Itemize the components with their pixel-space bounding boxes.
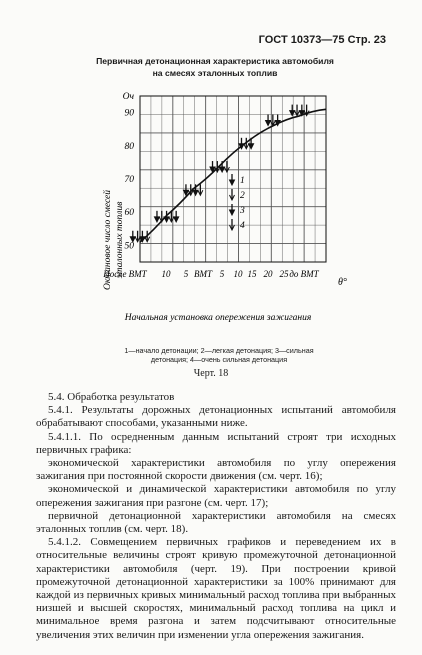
x-tick-label: 5 [219, 269, 225, 279]
x-unit-label: θ° [338, 277, 347, 288]
x-tick-label: 5 [183, 269, 189, 279]
arrow-head [266, 121, 271, 126]
arrow-head [164, 217, 169, 222]
x-axis-label: Начальная установка опережения зажигания [124, 313, 312, 323]
x-tick-label: 10 [161, 269, 171, 279]
symbol-legend [230, 174, 246, 231]
x-tick-label: 20 [263, 269, 273, 279]
x-tick-labels [102, 269, 319, 279]
arrow-head [154, 217, 159, 222]
figure-legend [60, 346, 378, 364]
arrow-head [230, 210, 235, 215]
y-tick-label: 80 [124, 141, 134, 152]
y-tick-label: 90 [124, 108, 134, 119]
legend-number: 4 [240, 221, 245, 231]
y-axis-label-line2: эталонных топлив [115, 201, 125, 279]
figure-title-line1: Первичная детонационная характеристика автомобиля [96, 56, 334, 66]
detonation-curve [140, 109, 326, 242]
figure-title-line2: на смесях эталонных топлив [152, 68, 278, 78]
x-tick-label: 15 [247, 269, 257, 279]
chart-frame [140, 96, 326, 262]
arrow-head [230, 180, 235, 185]
legend-number: 2 [240, 191, 245, 201]
chart-grid [140, 96, 326, 262]
paragraph: 5.4.1. Результаты дорожных детонационных испытаний автомобиля обрабатывают способами, указанными ниже. [36, 404, 396, 430]
arrow-head [193, 190, 198, 195]
legend-number: 3 [240, 206, 245, 216]
y-tick-label: 60 [124, 208, 134, 219]
paragraph: экономической и динамической характеристики автомобиля по углу опережения зажигания при разгоне (см. черт. 17); [36, 483, 396, 509]
figure-caption: Черт. 18 [193, 368, 229, 379]
legend-line2: детонация; 4—очень сильная детонация [150, 355, 288, 364]
arrow-head [290, 111, 295, 116]
body-text [36, 391, 396, 642]
paragraph: 5.4.1.1. По осредненным данным испытаний строят три исходных первичных графика: [36, 430, 396, 456]
paragraph: первичной детонационной характеристики автомобиля на смесях эталонных топлив (см. черт. 18). [36, 509, 396, 536]
legend-number: 1 [240, 176, 245, 186]
arrow-head [174, 217, 179, 222]
paragraph: 5.4.1.2. Совмещением первичных графиков и переведением их в относительные величины строят кривую промежуточной детонационной характеристики автомобиля (черт. 19). При построении кривой промежуточной детонационной характеристики за 100% принимают для каждой из первичных кривых минимальный расход топлива при выбранных низшей и высшей скоростях, минимальный расход топлива на цикл и минимальное время разгона и затем подсчитывают относительные увеличения этих величин при изменении угла опережения зажигания. [36, 536, 396, 641]
x-tick-label: до ВМТ [289, 269, 319, 279]
x-tick-label: 10 [233, 269, 243, 279]
legend-line1: 1—начало детонации; 2—легкая детонация; 3—сильная [124, 346, 314, 355]
x-tick-label: ВМТ [194, 269, 212, 279]
y-tick-label: Оч [122, 92, 134, 102]
figure-title [40, 55, 390, 79]
y-tick-label: 70 [124, 175, 134, 185]
arrow-head [220, 167, 225, 172]
x-tick-label: После ВМТ [103, 269, 147, 279]
detonation-chart [0, 80, 422, 345]
page-header: ГОСТ 10373—75 Стр. 23 [258, 34, 386, 46]
x-tick-label: 25 [279, 269, 289, 279]
paragraph: экономической характеристики автомобиля по углу опережения зажигания при постоянной скорости движения (см. черт. 16); [36, 457, 396, 483]
y-tick-label: 50 [124, 241, 134, 252]
y-axis-label-line1: Октановое число смесей [103, 189, 113, 291]
section-heading: 5.4. Обработка результатов [48, 391, 175, 403]
